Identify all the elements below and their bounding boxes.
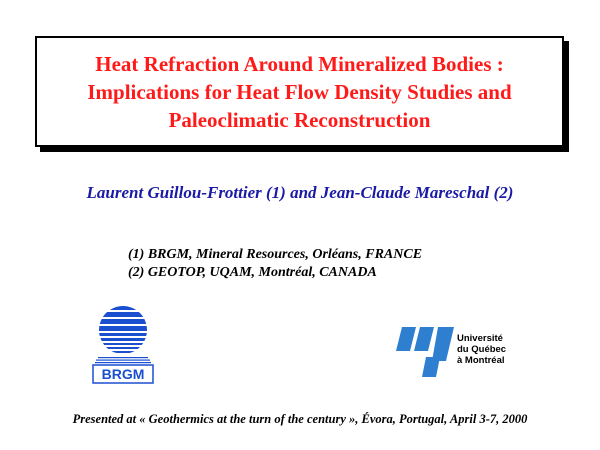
brgm-logo-text: BRGM (101, 366, 145, 382)
uqam-logo-mark (396, 325, 454, 379)
affiliation-1: (1) BRGM, Mineral Resources, Orléans, FRANCE (128, 247, 423, 262)
uqam-logo-text (457, 333, 506, 366)
title-box (35, 36, 564, 147)
uqam-line-2: du Québec (457, 344, 507, 355)
footer-note: Presented at « Geothermics at the turn of the century », Évora, Portugal, April 3-7, 2000 (72, 412, 528, 426)
title-line-1: Heat Refraction Around Mineralized Bodies : (95, 51, 504, 76)
uqam-line-1: Université (457, 333, 503, 344)
title-line-3: Paleoclimatic Reconstruction (168, 107, 431, 132)
uqam-line-3: à Montréal (457, 355, 505, 366)
authors: Laurent Guillou-Frottier (1) and Jean-Claude Mareschal (2) (86, 183, 514, 202)
brgm-logo (92, 305, 154, 385)
title-line-2: Implications for Heat Flow Density Studies and (87, 79, 512, 104)
affiliation-2: (2) GEOTOP, UQAM, Montréal, CANADA (128, 265, 377, 280)
